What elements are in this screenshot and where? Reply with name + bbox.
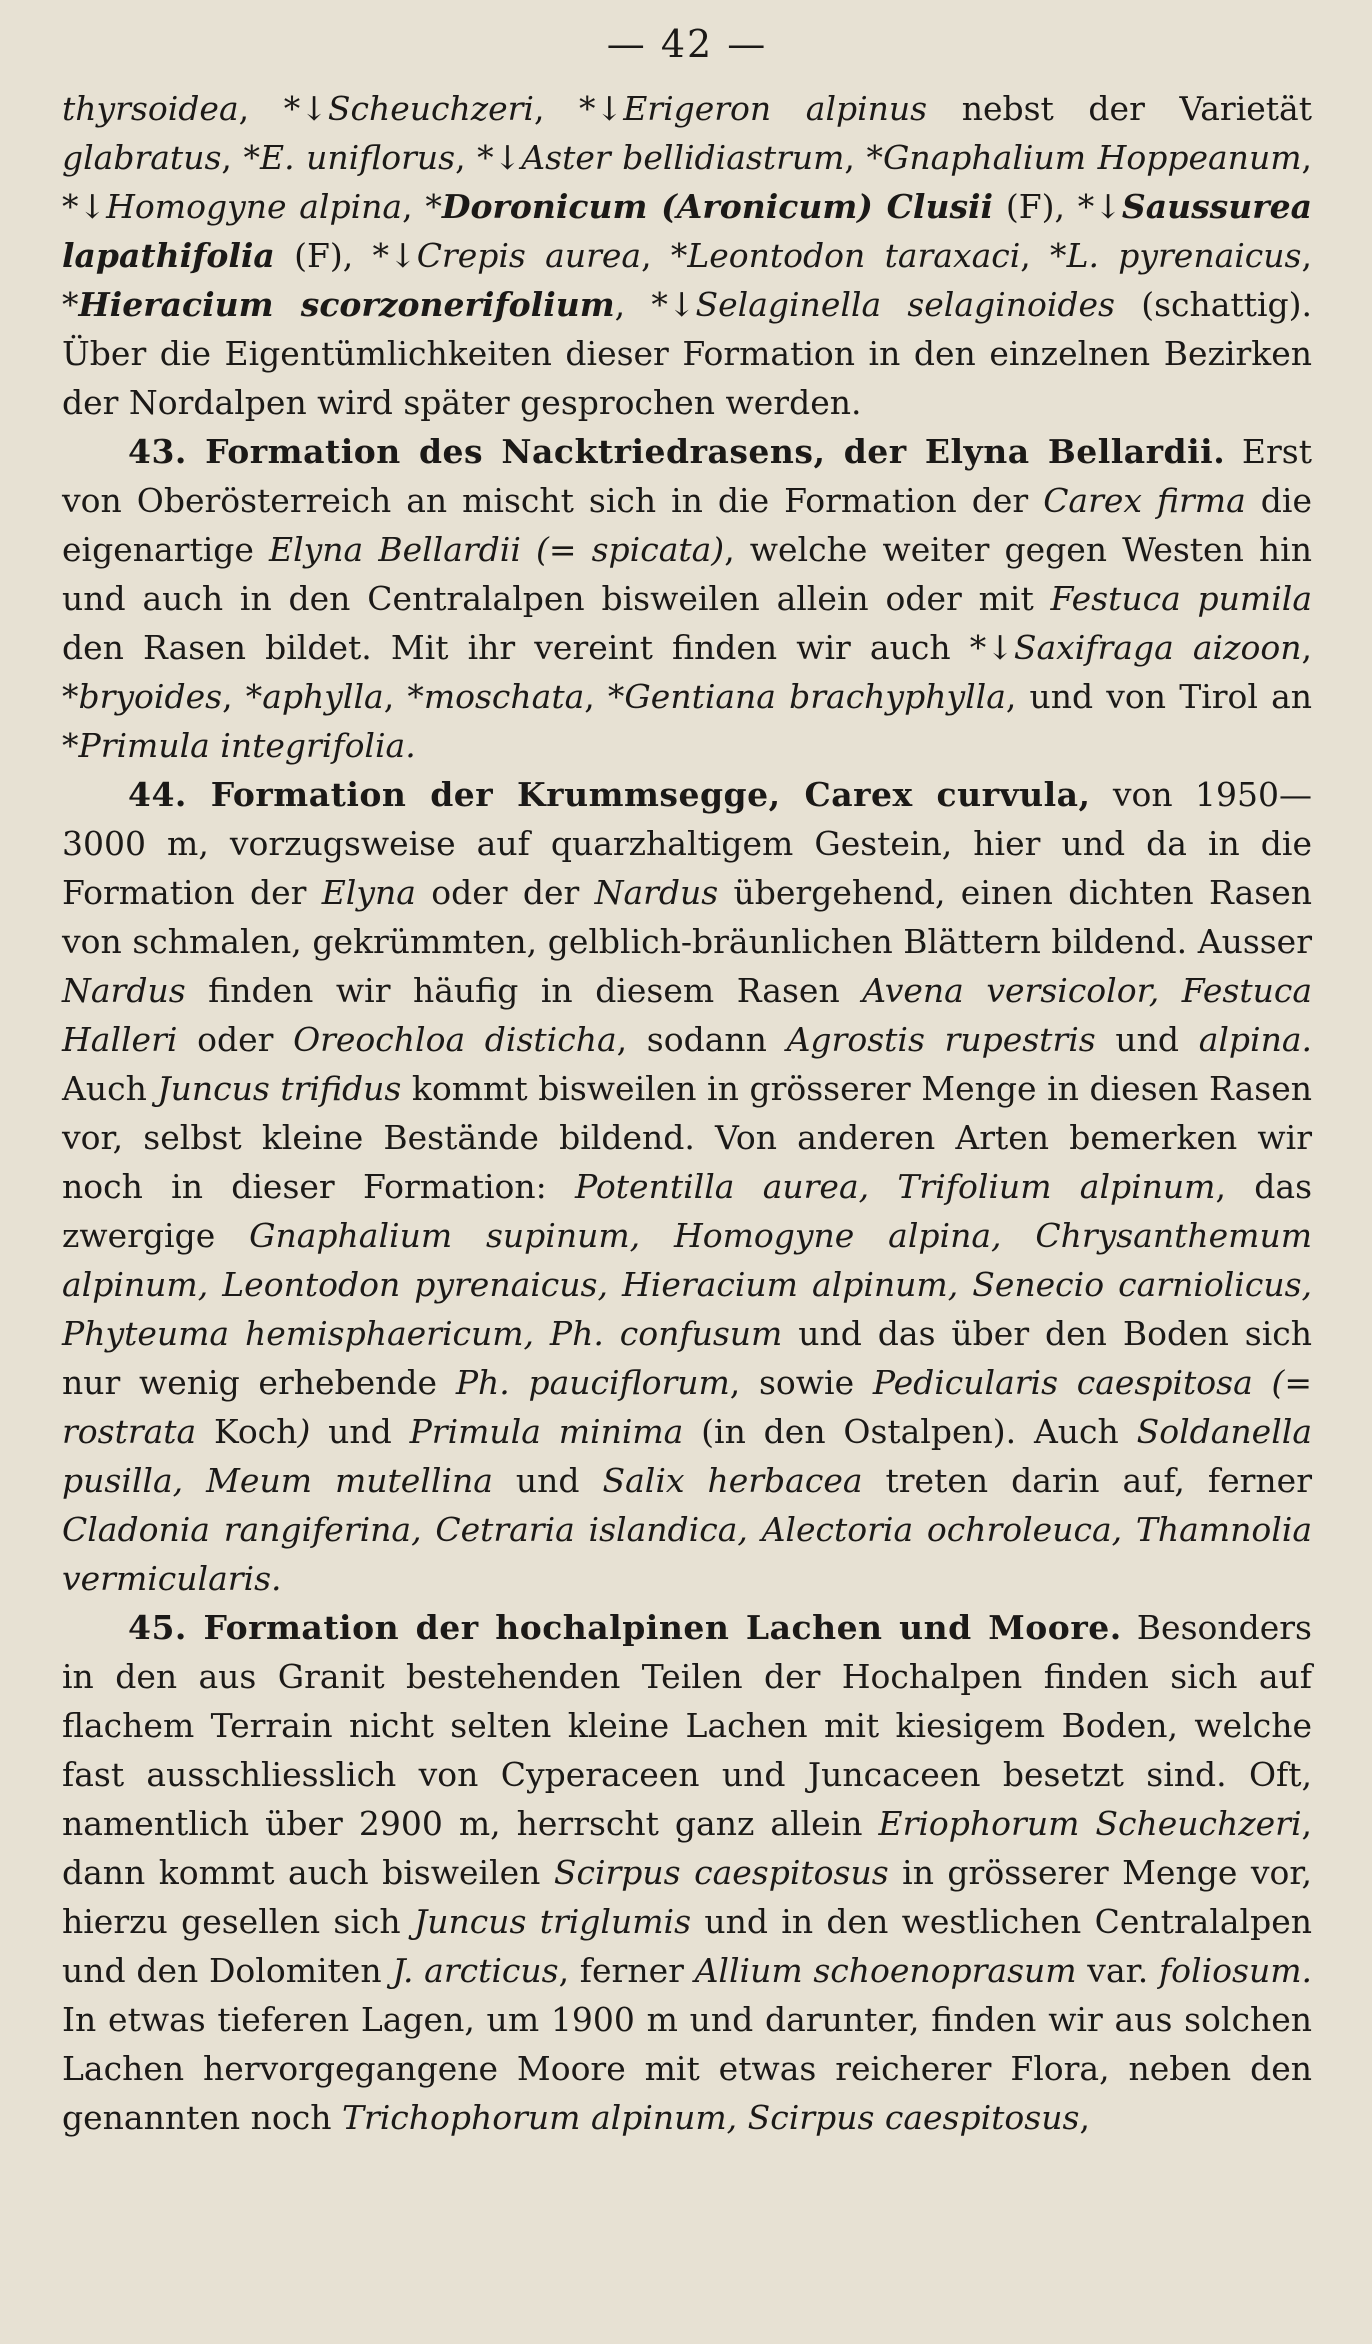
text-run: , *↓	[455, 138, 522, 177]
species-name: )	[297, 1412, 311, 1451]
text-run: , *↓	[533, 89, 624, 128]
text-run: oder der	[415, 873, 595, 912]
text-run: , und von Tirol an *	[62, 677, 1313, 765]
text-run: von 1950—3000 m, vorzugsweise auf quarzhaltigem Gestein, hier und da in die Formation der	[62, 775, 1312, 912]
continued-paragraph	[62, 84, 1312, 427]
text-run: (F), *↓	[993, 187, 1122, 226]
species-name: foliosum.	[1158, 1951, 1312, 1990]
text-run: und das über den Boden sich nur wenig erhebende	[62, 1314, 1312, 1402]
species-name: Scheuchzeri	[327, 89, 534, 128]
text-run: in grösserer Menge vor, hierzu gesellen sich	[62, 1853, 1313, 1941]
text-run: finden wir häufig in diesem Rasen	[185, 971, 863, 1010]
text-run: , *	[402, 187, 442, 226]
species-name: Avena versicolor, Festuca Halleri	[62, 971, 1312, 1059]
species-name-bold: Saussurea lapathifolia	[62, 187, 1313, 275]
text-run: , sodann	[616, 1020, 787, 1059]
species-name: Juncus trifidus	[157, 1069, 402, 1108]
species-name: Aster bellidiastrum	[521, 138, 845, 177]
text-run: Erst von Oberösterreich an mischt sich in die Formation der	[62, 432, 1312, 520]
text-run: , *↓	[62, 138, 1312, 226]
species-name: Oreochloa disticha	[293, 1020, 617, 1059]
species-name: Festuca pumila	[1050, 579, 1313, 618]
text-run: , *	[221, 138, 260, 177]
species-name: Elyna	[321, 873, 416, 912]
text-run: (in den Ostalpen). Auch	[683, 1412, 1137, 1451]
species-name: alpina.	[1198, 1020, 1313, 1059]
text-run: (F), *↓	[274, 236, 417, 275]
species-name: Primula minima	[409, 1412, 684, 1451]
text-run: , *	[584, 677, 625, 716]
species-name: Agrostis rupestris	[786, 1020, 1096, 1059]
text-run: var.	[1076, 1951, 1159, 1990]
species-name: Nardus	[62, 971, 186, 1010]
text-run: In etwas tieferen Lagen, um 1900 m und darunter, finden wir aus solchen Lachen hervorgegangene Moore mit etwas reicherer Flora, neben den genannten noch	[62, 2000, 1312, 2137]
species-name: Salix herbacea	[602, 1461, 863, 1500]
text-run: , *	[844, 138, 883, 177]
text-run: übergehend, einen dichten Rasen von schmalen, gekrümmten, gelblich-bräunlichen Blättern bildend. Ausser	[62, 873, 1312, 961]
species-name: Nardus	[594, 873, 719, 912]
species-name: Carex firma	[1043, 481, 1246, 520]
text-run: treten darin auf, ferner	[862, 1461, 1312, 1500]
text-run: , *↓	[238, 89, 328, 128]
species-name: Gnaphalium Hoppeanum	[883, 138, 1302, 177]
text-run: , *	[62, 628, 1312, 716]
species-name: Allium schoenoprasum	[694, 1951, 1077, 1990]
section-heading: 44. Formation der Krummsegge, Carex curvula,	[128, 775, 1091, 814]
species-name: Pedicularis caespitosa (= rostrata	[62, 1363, 1313, 1451]
species-name: J. arcticus	[392, 1951, 559, 1990]
text-run: , *	[62, 236, 1312, 324]
species-name-bold: Doronicum (Aronicum) Clusii	[441, 187, 994, 226]
species-name: E. uniflorus	[259, 138, 456, 177]
section-paragraph	[62, 770, 1312, 1603]
species-name: Eriophorum Scheuchzeri	[878, 1804, 1302, 1843]
text-run: , welche weiter gegen Westen hin und auch in den Centralalpen bisweilen allein oder mit	[62, 530, 1312, 618]
text-run: , *	[222, 677, 263, 716]
text-run: Besonders in den aus Granit bestehenden Teilen der Hochalpen finden sich auf flachem Terrain nicht selten kleine Lachen mit kiesigem Boden, welche fast ausschliesslich von Cyperaceen und Juncaceen besetzt sind. Oft, namentlich über 2900 m, herrscht ganz allein	[62, 1608, 1312, 1843]
text-run: , *↓	[614, 285, 696, 324]
text-run: nebst der Varietät	[927, 89, 1312, 128]
text-run: Auch	[62, 1069, 158, 1108]
species-name: aphylla	[262, 677, 384, 716]
text-run: , ferner	[558, 1951, 695, 1990]
text-run: und	[492, 1461, 603, 1500]
species-name: Cladonia rangiferina, Cetraria islandica, Alectoria ochroleuca, Thamnolia vermicularis.	[62, 1510, 1312, 1598]
species-name: Leontodon taraxaci	[687, 236, 1021, 275]
species-name: bryoides	[78, 677, 223, 716]
section-paragraph	[62, 1603, 1312, 2142]
text-run: , das zwergige	[62, 1167, 1313, 1255]
text-run: , *	[641, 236, 688, 275]
text-run: und	[1095, 1020, 1199, 1059]
text-run: und in den westlichen Centralalpen und den Dolomiten	[62, 1902, 1313, 1990]
section-paragraph	[62, 427, 1312, 770]
species-name: Elyna Bellardii (= spicata)	[269, 530, 725, 569]
text-run: (schattig). Über die Eigentümlichkeiten dieser Formation in den einzelnen Bezirken der Nordalpen wird später gesprochen werden.	[62, 285, 1312, 422]
species-name: Gnaphalium supinum, Homogyne alpina, Chrysanthemum alpinum, Leontodon pyrenaicus, Hieracium alpinum, Senecio carniolicus, Phyteuma hemisphaericum, Ph. confusum	[62, 1216, 1312, 1353]
section-heading: 45. Formation der hochalpinen Lachen und Moore.	[128, 1608, 1122, 1647]
text-run: , *	[383, 677, 424, 716]
species-name: Homogyne alpina	[106, 187, 403, 226]
species-name: L. pyrenaicus	[1066, 236, 1302, 275]
text-run: , sowie	[729, 1363, 873, 1402]
species-name: Selaginella selaginoides	[695, 285, 1115, 324]
species-name: Erigeron alpinus	[623, 89, 928, 128]
text-run: Koch	[196, 1412, 298, 1451]
species-name: Gentiana brachyphylla	[624, 677, 1006, 716]
section-heading: 43. Formation des Nacktriedrasens, der Elyna Bellardii.	[128, 432, 1226, 471]
text-run: oder	[177, 1020, 294, 1059]
text-run: den Rasen bildet. Mit ihr vereint finden wir auch *↓	[62, 628, 1014, 667]
body-text	[62, 84, 1312, 2142]
species-name: Crepis aurea	[416, 236, 642, 275]
species-name-bold: Hieracium scorzonerifolium	[78, 285, 615, 324]
species-name: moschata	[423, 677, 585, 716]
species-name: thyrsoidea	[62, 89, 239, 128]
species-name: Saxifraga aizoon	[1013, 628, 1302, 667]
species-name: Potentilla aurea, Trifolium alpinum	[575, 1167, 1216, 1206]
text-run: , *	[1020, 236, 1067, 275]
species-name: glabratus	[62, 138, 222, 177]
text-run: , dann kommt auch bisweilen	[62, 1804, 1312, 1892]
species-name: Trichophorum alpinum, Scirpus caespitosus	[341, 2098, 1080, 2137]
species-name: Primula integrifolia.	[78, 726, 416, 765]
text-run: ,	[1079, 2098, 1090, 2137]
text-run: und	[310, 1412, 410, 1451]
species-name: Juncus triglumis	[413, 1902, 692, 1941]
species-name: Soldanella pusilla, Meum mutellina	[62, 1412, 1312, 1500]
text-run: die eigenartige	[62, 481, 1312, 569]
page-number: — 42 —	[606, 22, 768, 66]
text-run: kommt bisweilen in grösserer Menge in diesen Rasen vor, selbst kleine Bestände bildend. Von anderen Arten bemerken wir noch in dieser Formation:	[62, 1069, 1312, 1206]
species-name: Scirpus caespitosus	[553, 1853, 889, 1892]
species-name: Ph. pauciflorum	[455, 1363, 730, 1402]
